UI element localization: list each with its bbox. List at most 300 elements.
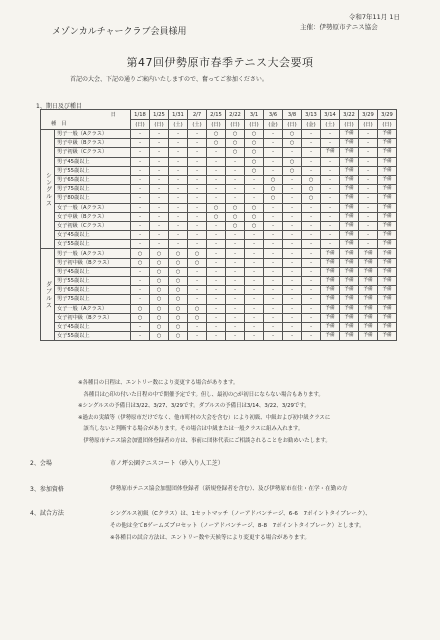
schedule-cell: - bbox=[131, 286, 150, 295]
schedule-cell: - bbox=[131, 267, 150, 276]
schedule-cell: - bbox=[188, 240, 207, 249]
schedule-cell: - bbox=[226, 258, 245, 267]
schedule-cell: - bbox=[302, 313, 321, 322]
schedule-cell: 予備 bbox=[378, 212, 397, 221]
schedule-cell: ○ bbox=[150, 258, 169, 267]
schedule-cell: 予備 bbox=[378, 203, 397, 212]
schedule-cell: - bbox=[226, 175, 245, 184]
schedule-cell: - bbox=[283, 322, 302, 331]
schedule-cell: - bbox=[321, 130, 340, 139]
schedule-cell: - bbox=[226, 185, 245, 194]
schedule-cell: - bbox=[283, 175, 302, 184]
schedule-cell: ○ bbox=[245, 157, 264, 166]
event-name: 女子一般（Aクラス） bbox=[55, 203, 131, 212]
schedule-cell: - bbox=[321, 157, 340, 166]
schedule-cell: - bbox=[226, 313, 245, 322]
date-header: 1/18 bbox=[131, 110, 150, 120]
schedule-cell: - bbox=[188, 185, 207, 194]
schedule-cell: 予備 bbox=[378, 322, 397, 331]
note-line: 各種目は○印の付いた日程の中で開催予定です。但し、最初の○が初日にならない場合もあります。 bbox=[78, 391, 324, 398]
schedule-cell: - bbox=[169, 148, 188, 157]
match-format-line: ※各種目の試合方法は、エントリー数や天候等により変更する場合があります。 bbox=[110, 535, 311, 541]
schedule-cell: 予備 bbox=[321, 286, 340, 295]
event-name: 男子55歳以上 bbox=[55, 277, 131, 286]
schedule-cell: - bbox=[169, 221, 188, 230]
schedule-cell: - bbox=[302, 295, 321, 304]
schedule-cell: 予備 bbox=[378, 221, 397, 230]
schedule-cell: 予備 bbox=[378, 295, 397, 304]
schedule-cell: - bbox=[150, 240, 169, 249]
schedule-cell: ○ bbox=[131, 304, 150, 313]
schedule-cell: - bbox=[188, 221, 207, 230]
schedule-cell: - bbox=[302, 212, 321, 221]
schedule-cell: - bbox=[321, 240, 340, 249]
schedule-cell: - bbox=[283, 212, 302, 221]
schedule-cell: - bbox=[131, 157, 150, 166]
schedule-cell: - bbox=[150, 221, 169, 230]
schedule-cell: - bbox=[245, 231, 264, 240]
weekday-header: (日) bbox=[226, 120, 245, 130]
schedule-cell: 予備 bbox=[340, 249, 359, 258]
schedule-cell: - bbox=[245, 240, 264, 249]
schedule-cell: - bbox=[169, 240, 188, 249]
schedule-cell: ○ bbox=[226, 221, 245, 230]
schedule-cell: - bbox=[150, 148, 169, 157]
schedule-cell: - bbox=[207, 249, 226, 258]
schedule-cell: - bbox=[302, 249, 321, 258]
schedule-cell: ○ bbox=[169, 322, 188, 331]
schedule-cell: 予備 bbox=[378, 139, 397, 148]
schedule-cell: ○ bbox=[131, 313, 150, 322]
schedule-cell: - bbox=[131, 332, 150, 341]
schedule-cell: 予備 bbox=[378, 157, 397, 166]
date-header: 1/25 bbox=[150, 110, 169, 120]
schedule-cell: - bbox=[283, 148, 302, 157]
schedule-cell: - bbox=[302, 203, 321, 212]
schedule-cell: - bbox=[302, 130, 321, 139]
schedule-cell: - bbox=[359, 175, 378, 184]
table-row bbox=[41, 240, 397, 249]
schedule-cell: 予備 bbox=[321, 258, 340, 267]
schedule-cell: - bbox=[302, 332, 321, 341]
schedule-cell: - bbox=[169, 185, 188, 194]
schedule-cell: 予備 bbox=[340, 139, 359, 148]
schedule-cell: ○ bbox=[245, 166, 264, 175]
schedule-cell: - bbox=[245, 267, 264, 276]
schedule-cell: - bbox=[245, 277, 264, 286]
schedule-cell: ○ bbox=[302, 194, 321, 203]
schedule-cell: ○ bbox=[226, 203, 245, 212]
schedule-cell: - bbox=[169, 139, 188, 148]
schedule-cell: - bbox=[245, 194, 264, 203]
schedule-cell: - bbox=[321, 139, 340, 148]
schedule-cell: - bbox=[169, 194, 188, 203]
weekday-header: (金) bbox=[264, 120, 283, 130]
schedule-cell: ○ bbox=[150, 322, 169, 331]
match-format-text bbox=[110, 508, 371, 544]
schedule-cell: 予備 bbox=[321, 249, 340, 258]
weekday-header: (日) bbox=[359, 120, 378, 130]
schedule-cell: - bbox=[264, 332, 283, 341]
schedule-cell: - bbox=[359, 231, 378, 240]
schedule-cell: - bbox=[188, 332, 207, 341]
schedule-cell: 予備 bbox=[340, 286, 359, 295]
table-row bbox=[41, 212, 397, 221]
table-row bbox=[41, 267, 397, 276]
schedule-cell: - bbox=[188, 322, 207, 331]
schedule-cell: - bbox=[226, 166, 245, 175]
schedule-cell: - bbox=[264, 295, 283, 304]
schedule-cell: - bbox=[226, 267, 245, 276]
schedule-cell: - bbox=[321, 194, 340, 203]
schedule-cell: - bbox=[207, 304, 226, 313]
schedule-cell: 予備 bbox=[340, 267, 359, 276]
schedule-cell: - bbox=[359, 185, 378, 194]
weekday-header: (金) bbox=[302, 120, 321, 130]
schedule-cell: ○ bbox=[207, 212, 226, 221]
intro-text: 首記の大会、下記の通りご案内いたしますので、奮ってご参加ください。 bbox=[70, 76, 268, 83]
schedule-cell: - bbox=[131, 231, 150, 240]
schedule-cell: - bbox=[150, 185, 169, 194]
schedule-cell: - bbox=[283, 277, 302, 286]
note-line: ※過去の実績等（伊勢原市だけでなく、他市町村の大会を含む）により初級、中級および初中級クラスに bbox=[78, 414, 331, 421]
schedule-cell: ○ bbox=[283, 166, 302, 175]
schedule-cell: - bbox=[207, 240, 226, 249]
event-name: 男子中級（Bクラス） bbox=[55, 139, 131, 148]
match-format-line: シングルス初級（Cクラス）は、1セットマッチ（ノーアドバンテージ、6-6 7ポイントタイブレーク）、 bbox=[110, 511, 371, 517]
schedule-cell: 予備 bbox=[321, 332, 340, 341]
schedule-cell: - bbox=[359, 166, 378, 175]
schedule-cell: - bbox=[188, 175, 207, 184]
schedule-cell: - bbox=[264, 139, 283, 148]
schedule-cell: - bbox=[207, 277, 226, 286]
schedule-cell: ○ bbox=[150, 332, 169, 341]
schedule-cell: - bbox=[283, 286, 302, 295]
schedule-cell: - bbox=[226, 286, 245, 295]
schedule-cell: - bbox=[131, 130, 150, 139]
match-format-line: その他は全て8ゲームズプロセット（ノーアドバンテージ、8-8 7ポイントタイブレーク）とします。 bbox=[110, 523, 365, 529]
note-line: ※各種目の日程は、エントリー数により変更する場合があります。 bbox=[78, 380, 239, 386]
schedule-cell: 予備 bbox=[359, 304, 378, 313]
date-header: 1/31 bbox=[169, 110, 188, 120]
schedule-cell: - bbox=[264, 267, 283, 276]
table-row bbox=[41, 194, 397, 203]
schedule-cell: - bbox=[207, 148, 226, 157]
schedule-cell: - bbox=[245, 313, 264, 322]
schedule-cell: ○ bbox=[150, 313, 169, 322]
schedule-cell: 予備 bbox=[378, 185, 397, 194]
schedule-cell: ○ bbox=[188, 313, 207, 322]
eligibility-value: 伊勢原市テニス協会加盟団体登録者（新規登録者を含む）、及び伊勢原市在住・在学・在勤の方 bbox=[110, 486, 348, 492]
event-name: 男子45歳以上 bbox=[55, 267, 131, 276]
event-name: 男子一般（Aクラス） bbox=[55, 130, 131, 139]
schedule-cell: - bbox=[131, 212, 150, 221]
schedule-cell: 予備 bbox=[359, 267, 378, 276]
schedule-table bbox=[40, 109, 397, 341]
schedule-cell: - bbox=[245, 258, 264, 267]
schedule-cell: ○ bbox=[283, 157, 302, 166]
audience-label: メゾンカルチャークラブ会員様用 bbox=[52, 27, 187, 37]
schedule-cell: - bbox=[131, 185, 150, 194]
schedule-cell: - bbox=[150, 203, 169, 212]
schedule-cell: 予備 bbox=[378, 313, 397, 322]
schedule-cell: 予備 bbox=[378, 258, 397, 267]
schedule-cell: 予備 bbox=[359, 249, 378, 258]
schedule-cell: - bbox=[131, 166, 150, 175]
schedule-cell: 予備 bbox=[340, 194, 359, 203]
schedule-cell: ○ bbox=[245, 148, 264, 157]
schedule-cell: - bbox=[169, 175, 188, 184]
schedule-cell: ○ bbox=[207, 203, 226, 212]
schedule-cell: - bbox=[226, 194, 245, 203]
schedule-cell: - bbox=[169, 166, 188, 175]
schedule-cell: ○ bbox=[131, 258, 150, 267]
schedule-cell: - bbox=[302, 267, 321, 276]
weekday-header: (日) bbox=[245, 120, 264, 130]
schedule-cell: - bbox=[169, 231, 188, 240]
weekday-header: (日) bbox=[150, 120, 169, 130]
schedule-cell: 予備 bbox=[378, 166, 397, 175]
weekday-header: (日) bbox=[340, 120, 359, 130]
schedule-cell: 予備 bbox=[378, 231, 397, 240]
schedule-cell: - bbox=[207, 194, 226, 203]
schedule-cell: - bbox=[150, 175, 169, 184]
schedule-cell: - bbox=[188, 166, 207, 175]
schedule-cell: ○ bbox=[150, 286, 169, 295]
schedule-cell: - bbox=[169, 203, 188, 212]
header-row-dates bbox=[41, 110, 397, 120]
issuer-block bbox=[300, 12, 400, 32]
schedule-cell: - bbox=[169, 130, 188, 139]
schedule-cell: - bbox=[264, 221, 283, 230]
schedule-cell: ○ bbox=[226, 212, 245, 221]
schedule-cell: 予備 bbox=[340, 157, 359, 166]
schedule-cell: - bbox=[359, 130, 378, 139]
date-header: 3/29 bbox=[359, 110, 378, 120]
table-row bbox=[41, 130, 397, 139]
schedule-cell: ○ bbox=[169, 267, 188, 276]
schedule-cell: ○ bbox=[169, 295, 188, 304]
schedule-cell: - bbox=[207, 332, 226, 341]
schedule-cell: 予備 bbox=[340, 166, 359, 175]
schedule-cell: - bbox=[188, 286, 207, 295]
corner-cell-bottom: 種 目 bbox=[41, 120, 131, 130]
schedule-cell: - bbox=[359, 221, 378, 230]
event-name: 男子75歳以上 bbox=[55, 185, 131, 194]
schedule-cell: - bbox=[321, 212, 340, 221]
schedule-cell: - bbox=[131, 221, 150, 230]
table-row bbox=[41, 231, 397, 240]
weekday-header: (土) bbox=[188, 120, 207, 130]
schedule-cell: - bbox=[131, 203, 150, 212]
section-1-heading: 1、期日及び種目 bbox=[36, 103, 82, 110]
event-name: 男子55歳以上 bbox=[55, 166, 131, 175]
schedule-cell: 予備 bbox=[340, 175, 359, 184]
event-name: 男子一般（Aクラス） bbox=[55, 249, 131, 258]
schedule-cell: - bbox=[264, 304, 283, 313]
schedule-cell: - bbox=[188, 194, 207, 203]
schedule-cell: ○ bbox=[207, 130, 226, 139]
schedule-cell: ○ bbox=[245, 130, 264, 139]
weekday-header: (日) bbox=[207, 120, 226, 130]
schedule-cell: - bbox=[207, 185, 226, 194]
table-row bbox=[41, 295, 397, 304]
schedule-cell: 予備 bbox=[321, 322, 340, 331]
weekday-header: (日) bbox=[131, 120, 150, 130]
event-name: 男子65歳以上 bbox=[55, 286, 131, 295]
schedule-cell: - bbox=[302, 139, 321, 148]
schedule-cell: - bbox=[359, 240, 378, 249]
schedule-cell: 予備 bbox=[321, 295, 340, 304]
schedule-cell: - bbox=[226, 240, 245, 249]
schedule-cell: 予備 bbox=[378, 332, 397, 341]
date-header: 2/22 bbox=[226, 110, 245, 120]
event-name: 女子45歳以上 bbox=[55, 231, 131, 240]
event-group-label: ダブルス bbox=[41, 249, 55, 341]
schedule-cell: - bbox=[207, 313, 226, 322]
venue-value: 市ノ坪公園テニスコート（砂入り人工芝） bbox=[110, 460, 224, 467]
schedule-cell: ○ bbox=[169, 258, 188, 267]
schedule-cell: - bbox=[188, 157, 207, 166]
schedule-cell: ○ bbox=[131, 249, 150, 258]
schedule-cell: ○ bbox=[169, 286, 188, 295]
schedule-cell: 予備 bbox=[321, 313, 340, 322]
schedule-cell: - bbox=[131, 148, 150, 157]
event-name: 女子初中級（Bクラス） bbox=[55, 313, 131, 322]
weekday-header: (土) bbox=[321, 120, 340, 130]
schedule-cell: - bbox=[188, 212, 207, 221]
date-header: 2/7 bbox=[188, 110, 207, 120]
schedule-cell: 予備 bbox=[321, 277, 340, 286]
table-row bbox=[41, 185, 397, 194]
schedule-cell: - bbox=[283, 313, 302, 322]
schedule-cell: 予備 bbox=[340, 240, 359, 249]
schedule-cell: ○ bbox=[302, 175, 321, 184]
schedule-cell: 予備 bbox=[378, 249, 397, 258]
schedule-cell: - bbox=[321, 231, 340, 240]
date-header: 2/15 bbox=[207, 110, 226, 120]
schedule-cell: 予備 bbox=[340, 231, 359, 240]
schedule-cell: ○ bbox=[302, 185, 321, 194]
schedule-cell: - bbox=[207, 258, 226, 267]
schedule-cell: - bbox=[131, 240, 150, 249]
schedule-cell: - bbox=[131, 322, 150, 331]
schedule-cell: - bbox=[302, 304, 321, 313]
event-name: 男子初級（Cクラス） bbox=[55, 148, 131, 157]
schedule-cell: - bbox=[188, 277, 207, 286]
schedule-cell: - bbox=[264, 157, 283, 166]
event-name: 男子75歳以上 bbox=[55, 295, 131, 304]
schedule-cell: ○ bbox=[169, 332, 188, 341]
section-2-label: 2、会場 bbox=[30, 460, 52, 467]
schedule-notes bbox=[78, 378, 331, 448]
schedule-cell: ○ bbox=[169, 313, 188, 322]
schedule-cell: - bbox=[359, 157, 378, 166]
schedule-cell: - bbox=[359, 194, 378, 203]
schedule-cell: - bbox=[150, 231, 169, 240]
schedule-cell: - bbox=[283, 221, 302, 230]
schedule-cell: 予備 bbox=[340, 304, 359, 313]
schedule-cell: - bbox=[321, 166, 340, 175]
schedule-cell: - bbox=[359, 139, 378, 148]
schedule-cell: 予備 bbox=[340, 130, 359, 139]
schedule-cell: 予備 bbox=[340, 322, 359, 331]
schedule-cell: ○ bbox=[169, 249, 188, 258]
schedule-cell: - bbox=[226, 304, 245, 313]
schedule-cell: ○ bbox=[226, 130, 245, 139]
schedule-cell: ○ bbox=[150, 277, 169, 286]
schedule-cell: - bbox=[207, 166, 226, 175]
schedule-cell: - bbox=[264, 258, 283, 267]
schedule-cell: 予備 bbox=[378, 130, 397, 139]
schedule-cell: - bbox=[302, 240, 321, 249]
header-row-weekdays bbox=[41, 120, 397, 130]
schedule-cell: - bbox=[321, 185, 340, 194]
schedule-cell: ○ bbox=[283, 139, 302, 148]
note-line: ※シングルスの予備日は3/22、3/27、3/29です。ダブルスの予備日は3/14、3/22、3/29です。 bbox=[78, 403, 310, 410]
schedule-cell: - bbox=[245, 304, 264, 313]
schedule-cell: - bbox=[264, 212, 283, 221]
schedule-cell: 予備 bbox=[378, 194, 397, 203]
event-name: 女子55歳以上 bbox=[55, 240, 131, 249]
schedule-cell: ○ bbox=[245, 139, 264, 148]
table-row bbox=[41, 332, 397, 341]
schedule-cell: - bbox=[207, 295, 226, 304]
schedule-cell: 予備 bbox=[321, 148, 340, 157]
schedule-cell: 予備 bbox=[359, 322, 378, 331]
schedule-cell: - bbox=[302, 277, 321, 286]
schedule-cell: - bbox=[264, 286, 283, 295]
event-name: 女子中級（Bクラス） bbox=[55, 212, 131, 221]
schedule-cell: - bbox=[359, 203, 378, 212]
schedule-cell: ○ bbox=[245, 203, 264, 212]
schedule-cell: - bbox=[131, 277, 150, 286]
event-name: 女子55歳以上 bbox=[55, 332, 131, 341]
schedule-cell: - bbox=[150, 194, 169, 203]
table-row bbox=[41, 304, 397, 313]
schedule-cell: - bbox=[302, 286, 321, 295]
schedule-cell: - bbox=[188, 295, 207, 304]
schedule-cell: 予備 bbox=[359, 332, 378, 341]
schedule-cell: - bbox=[283, 258, 302, 267]
schedule-cell: - bbox=[302, 258, 321, 267]
schedule-cell: - bbox=[150, 166, 169, 175]
schedule-cell: - bbox=[264, 249, 283, 258]
schedule-cell: 予備 bbox=[340, 332, 359, 341]
schedule-cell: - bbox=[207, 231, 226, 240]
schedule-cell: - bbox=[188, 148, 207, 157]
date-header: 3/8 bbox=[283, 110, 302, 120]
schedule-cell: 予備 bbox=[359, 286, 378, 295]
table-row bbox=[41, 139, 397, 148]
schedule-cell: - bbox=[264, 277, 283, 286]
schedule-cell: - bbox=[264, 313, 283, 322]
table-row bbox=[41, 277, 397, 286]
schedule-cell: - bbox=[283, 240, 302, 249]
schedule-cell: - bbox=[302, 221, 321, 230]
schedule-cell: 予備 bbox=[340, 295, 359, 304]
event-name: 男子45歳以上 bbox=[55, 157, 131, 166]
schedule-cell: 予備 bbox=[359, 258, 378, 267]
schedule-cell: ○ bbox=[264, 185, 283, 194]
table-row bbox=[41, 166, 397, 175]
schedule-cell: - bbox=[245, 295, 264, 304]
schedule-cell: 予備 bbox=[340, 185, 359, 194]
note-line: 伊勢原市テニス協会加盟団体登録者の方は、事前に団体代表にご相談されることをお勧めいたします。 bbox=[78, 437, 331, 444]
schedule-cell: ○ bbox=[169, 277, 188, 286]
schedule-cell: - bbox=[226, 249, 245, 258]
schedule-cell: 予備 bbox=[378, 240, 397, 249]
